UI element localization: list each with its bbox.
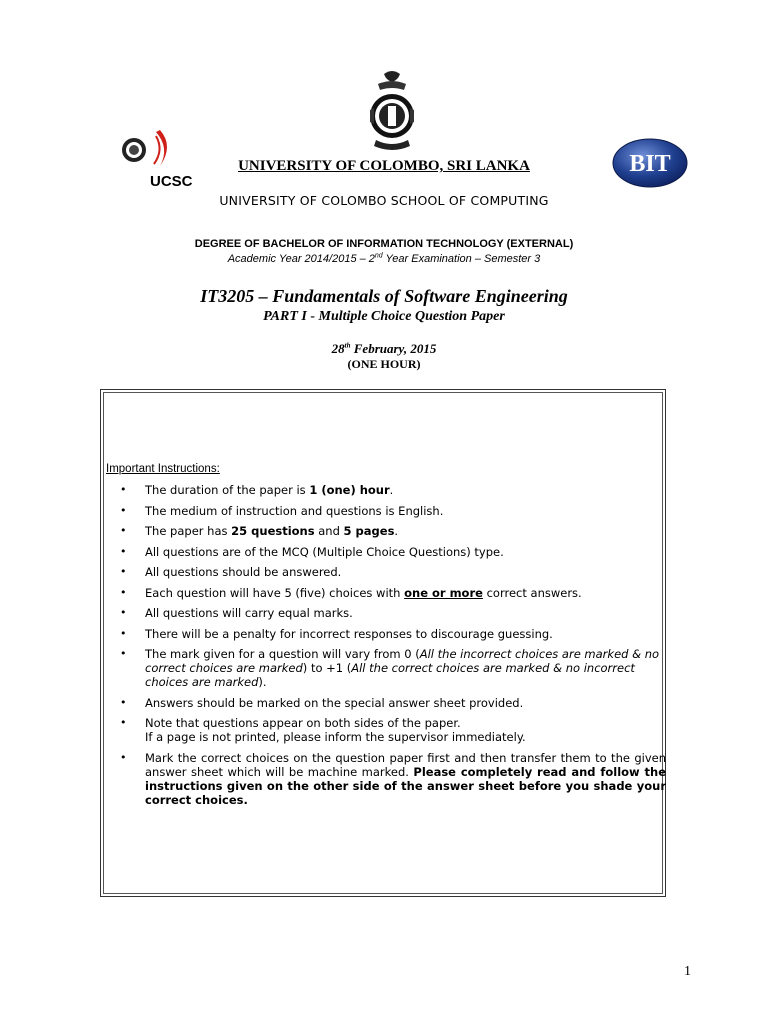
instruction-item: • Each question will have 5 (five) choices with one or more correct answers.: [120, 585, 582, 600]
page-number: 1: [684, 964, 691, 979]
instruction-item: • The duration of the paper is 1 (one) hour.: [120, 483, 394, 497]
instruction-item: • Answers should be marked on the special answer sheet provided.: [120, 695, 524, 710]
instruction-item: • The medium of instruction and questions is English.: [120, 503, 444, 518]
academic-year: Academic Year 2014/2015 – 2nd Year Examination – Semester 3: [227, 252, 541, 265]
school-name: UNIVERSITY OF COLOMBO SCHOOL OF COMPUTING: [219, 193, 549, 208]
paper-part-title: PART I - Multiple Choice Question Paper: [263, 309, 505, 324]
bullet-icon: •: [120, 626, 127, 640]
bullet-icon: •: [120, 647, 127, 660]
bullet-icon: •: [120, 483, 127, 496]
instruction-item: • The paper has 25 questions and 5 pages.: [120, 524, 399, 538]
instruction-item: • There will be a penalty for incorrect responses to discourage guessing.: [120, 626, 553, 641]
instruction-item: • All questions will carry equal marks.: [120, 606, 353, 620]
degree-title: DEGREE OF BACHELOR OF INFORMATION TECHNOLOGY (EXTERNAL): [194, 238, 574, 250]
bullet-icon: •: [120, 585, 127, 599]
exam-date: 28th February, 2015: [331, 341, 437, 356]
instruction-item: • Mark the correct choices on the question paper first and then transfer them to the given answer sheet which will be machine marked. Please completely read and follow the instructions given on the other side of the answer sheet before you shade your correct choices.: [120, 750, 666, 807]
exam-duration: (ONE HOUR): [347, 357, 421, 371]
instruction-item: • Note that questions appear on both sides of the paper. If a page is not printed, please inform the supervisor immediately.: [120, 716, 526, 744]
bullet-icon: •: [120, 695, 127, 709]
course-title: IT3205 – Fundamentals of Software Engineering: [200, 286, 568, 306]
bullet-icon: •: [120, 716, 127, 729]
university-crest-logo: [366, 70, 418, 154]
bit-logo-text: BIT: [629, 151, 671, 177]
instruction-item: • All questions are of the MCQ (Multiple Choice Questions) type.: [120, 544, 504, 559]
bullet-icon: •: [120, 606, 127, 619]
ucsc-logo-text: UCSC: [150, 173, 193, 190]
instructions-heading: Important Instructions:: [106, 463, 220, 475]
instruction-item: • All questions should be answered.: [120, 565, 342, 579]
university-title: UNIVERSITY OF COLOMBO, SRI LANKA: [238, 158, 530, 174]
bullet-icon: •: [120, 565, 127, 578]
instruction-item: • The mark given for a question will vary from 0 (All the incorrect choices are marked & no correct choices are marked) to +1 (All the correct choices are marked & no incorrect choices are marked).: [120, 647, 660, 689]
bullet-icon: •: [120, 750, 127, 764]
bullet-icon: •: [120, 544, 127, 558]
bullet-icon: •: [120, 524, 127, 537]
bullet-icon: •: [120, 503, 127, 517]
instructions-list: [118, 483, 666, 813]
